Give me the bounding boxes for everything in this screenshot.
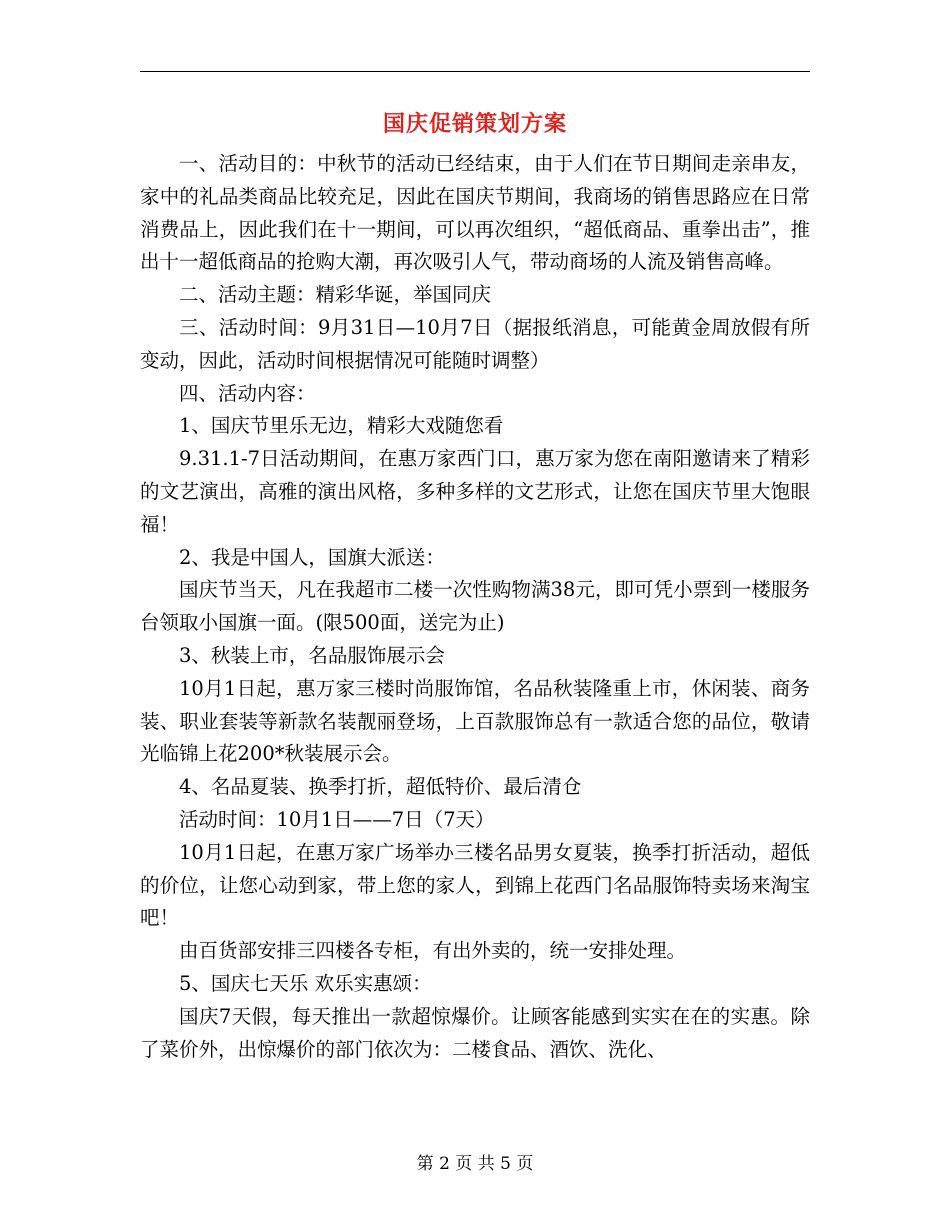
paragraph-item-2-body: 国庆节当天，凡在我超市二楼一次性购物满38元，即可凭小票到一楼服务台领取小国旗一面。(限500面，送完为止): [140, 578, 810, 635]
paragraph-theme: 二、活动主题：精彩华诞，举国同庆: [179, 283, 492, 307]
document-title: 国庆促销策划方案: [382, 111, 567, 137]
page-footer: 第 2 页 共 5 页: [416, 1154, 534, 1174]
paragraph-item-5-body: 国庆7天假，每天推出一款超惊爆价。让顾客能感到实实在在的实惠。除了菜价外，出惊爆价的部门依次为：二楼食品、酒饮、洗化、: [140, 1004, 810, 1061]
paragraph-item-2-heading: 2、我是中国人，国旗大派送：: [179, 545, 445, 569]
paragraph-purpose: 一、活动目的：中秋节的活动已经结束，由于人们在节日期间走亲串友，家中的礼品类商品比较充足，因此在国庆节期间，我商场的销售思路应在日常消费品上，因此我们在十一期间，可以再次组织，“超低商品、重拳出击”，推出十一超低商品的抢购大潮，再次吸引人气，带动商场的人流及销售高峰。: [140, 152, 810, 274]
paragraph-item-4-heading: 4、名品夏装、换季打折，超低特价、最后清仓: [179, 775, 582, 799]
paragraph-item-5-heading: 5、国庆七天乐 欢乐实惠颂：: [179, 971, 432, 995]
paragraph-item-4-note: 由百货部安排三四楼各专柜，有出外卖的，统一安排处理。: [179, 939, 687, 963]
header-rule: [140, 71, 810, 72]
paragraph-item-3-body: 10月1日起，惠万家三楼时尚服饰馆，名品秋装隆重上市，休闲装、商务装、职业套装等新款名装靓丽登场，上百款服饰总有一款适合您的品位，敬请光临锦上花200*秋装展示会。: [140, 676, 810, 766]
paragraph-item-1-body: 9.31.1-7日活动期间，在惠万家西门口，惠万家为您在南阳邀请来了精彩的文艺演出，高雅的演出风格，多种多样的文艺形式，让您在国庆节里大饱眼福！: [140, 447, 810, 536]
paragraph-item-4-body: 10月1日起，在惠万家广场举办三楼名品男女夏装，换季打折活动，超低的价位，让您心动到家，带上您的家人，到锦上花西门名品服饰特卖场来淘宝吧！: [140, 840, 810, 930]
paragraph-item-3-heading: 3、秋装上市，名品服饰展示会: [179, 643, 445, 667]
paragraph-item-4-time: 活动时间：10月1日——7日（7天）: [179, 807, 495, 831]
paragraph-content-heading: 四、活动内容：: [179, 381, 316, 405]
paragraph-item-1-heading: 1、国庆节里乐无边，精彩大戏随您看: [179, 414, 504, 438]
document-body: [140, 148, 810, 1066]
paragraph-time: 三、活动时间：9月31日—10月7日（据报纸消息，可能黄金周放假有所变动，因此，活动时间根据情况可能随时调整）: [140, 315, 810, 372]
